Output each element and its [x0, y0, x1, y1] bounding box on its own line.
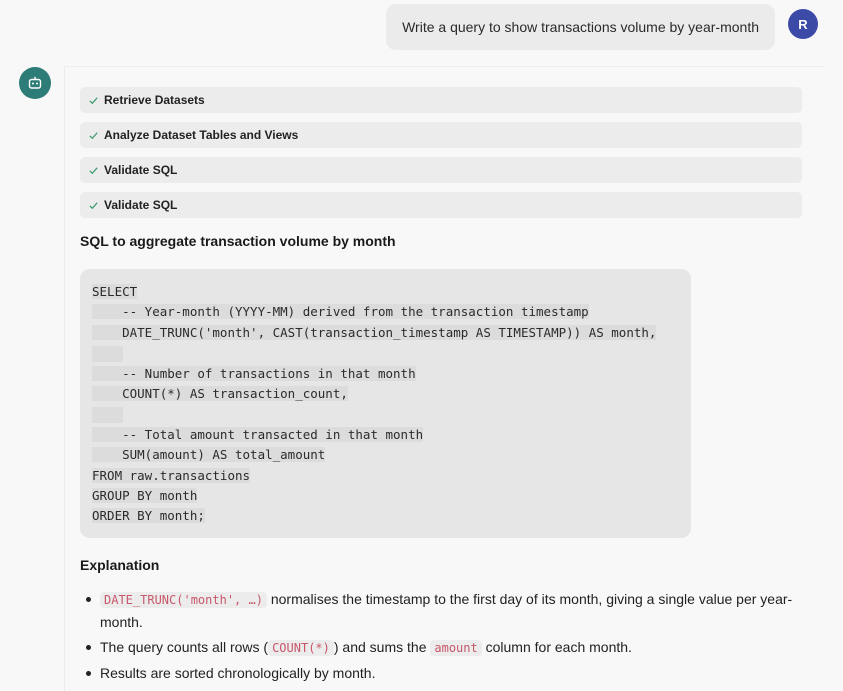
- agent-steps: [80, 87, 802, 227]
- user-message-bubble: Write a query to show transactions volume by year-month: [386, 4, 775, 50]
- step-label: Validate SQL: [104, 198, 178, 212]
- explanation-item: [84, 636, 814, 659]
- sql-heading: SQL to aggregate transaction volume by month: [80, 233, 396, 249]
- code-line: DATE_TRUNC('month', CAST(transaction_timestamp AS TIMESTAMP)) AS month,: [92, 324, 657, 340]
- check-icon: [88, 163, 102, 177]
- step-item-validate-sql-2[interactable]: [80, 192, 802, 218]
- inline-code: COUNT(*): [268, 640, 334, 656]
- message-rail: [64, 67, 65, 691]
- check-icon: [88, 128, 102, 142]
- explanation-text: normalises the timestamp to the first day of its month, giving a single value per year-month.: [100, 591, 793, 630]
- code-line: -- Total amount transacted in that month: [92, 426, 424, 442]
- check-icon: [88, 198, 102, 212]
- inline-code: amount: [430, 640, 481, 656]
- code-line-blank: [92, 343, 679, 363]
- step-item-retrieve-datasets[interactable]: [80, 87, 802, 113]
- explanation-heading: Explanation: [80, 557, 160, 573]
- explanation-text: ) and sums the: [333, 639, 431, 655]
- code-line: -- Year-month (YYYY-MM) derived from the transaction timestamp: [92, 304, 589, 320]
- code-line: SUM(amount) AS total_amount: [92, 447, 326, 463]
- step-item-validate-sql-1[interactable]: [80, 157, 802, 183]
- user-avatar[interactable]: R: [788, 9, 818, 39]
- explanation-text: Results are sorted chronologically by month.: [100, 665, 376, 681]
- explanation-list: [84, 588, 814, 687]
- code-line: ORDER BY month;: [92, 508, 205, 524]
- inline-code: DATE_TRUNC('month', …): [100, 592, 267, 608]
- explanation-text: column for each month.: [481, 639, 632, 655]
- sql-code-block[interactable]: [80, 269, 691, 538]
- code-line: GROUP BY month: [92, 487, 198, 503]
- robot-glyph: [27, 75, 43, 91]
- explanation-item: [84, 662, 814, 684]
- message-divider: [64, 66, 824, 67]
- code-line: COUNT(*) AS transaction_count,: [92, 385, 348, 401]
- explanation-item: [84, 588, 814, 633]
- step-label: Retrieve Datasets: [104, 93, 205, 107]
- step-item-analyze-tables[interactable]: [80, 122, 802, 148]
- check-icon: [88, 93, 102, 107]
- code-line: -- Number of transactions in that month: [92, 365, 416, 381]
- robot-icon: [19, 67, 51, 99]
- user-message-row: [0, 4, 843, 50]
- code-line: FROM raw.transactions: [92, 467, 251, 483]
- explanation-text: The query counts all rows (: [100, 639, 269, 655]
- step-label: Validate SQL: [104, 163, 178, 177]
- step-label: Analyze Dataset Tables and Views: [104, 128, 299, 142]
- code-line-blank: [92, 404, 679, 424]
- code-line: SELECT: [92, 284, 138, 299]
